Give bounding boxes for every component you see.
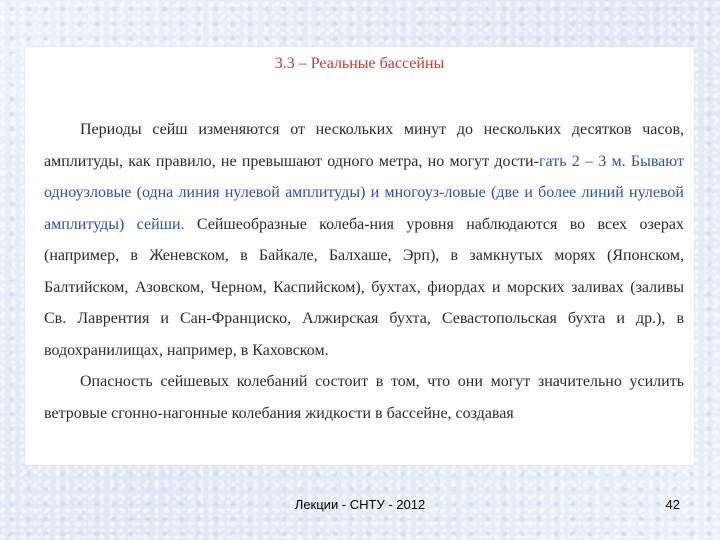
footer-label: Лекции - СНТУ - 2012: [294, 497, 426, 512]
paragraph-1-continuation: Сейшеобразные колеба-ния уровня наблюдаются во всех озерах (например, в Женевском, в Байкале, Балхаше, Эрп), в замкнутых морях (Японском, Балтийском, Азовском, Черном, Каспийском), бухтах, фиордах и морских заливах (заливы Св. Лаврентия и Сан-Франциско, Алжирская бухта, Севастопольская бухта и др.), в водохранилищах, например, в Каховском.: [44, 215, 684, 359]
paragraph-1-highlight: гать 2 – 3 м. Бывают одноузловые (одна линия нулевой амплитуды) и многоуз-ловые (две и более линий нулевой амплитуды) сейши.: [44, 152, 685, 233]
paragraph-1-text: Периоды сейш изменяются от нескольких минут до нескольких десятков часов, амплитуды, как правило, не превышают одного метра, но могут дости-: [44, 121, 684, 170]
paragraph-1: [44, 114, 684, 366]
page-number: 42: [665, 497, 680, 512]
paragraph-2: Опасность сейшевых колебаний состоит в том, что они могут значительно усилить ветровые сгонно-нагонные колебания жидкости в бассейне, создавая: [44, 373, 684, 422]
section-heading: 3.3 – Реальные бассейны: [274, 55, 445, 72]
document-body: [44, 114, 684, 429]
document-page: [25, 47, 694, 465]
